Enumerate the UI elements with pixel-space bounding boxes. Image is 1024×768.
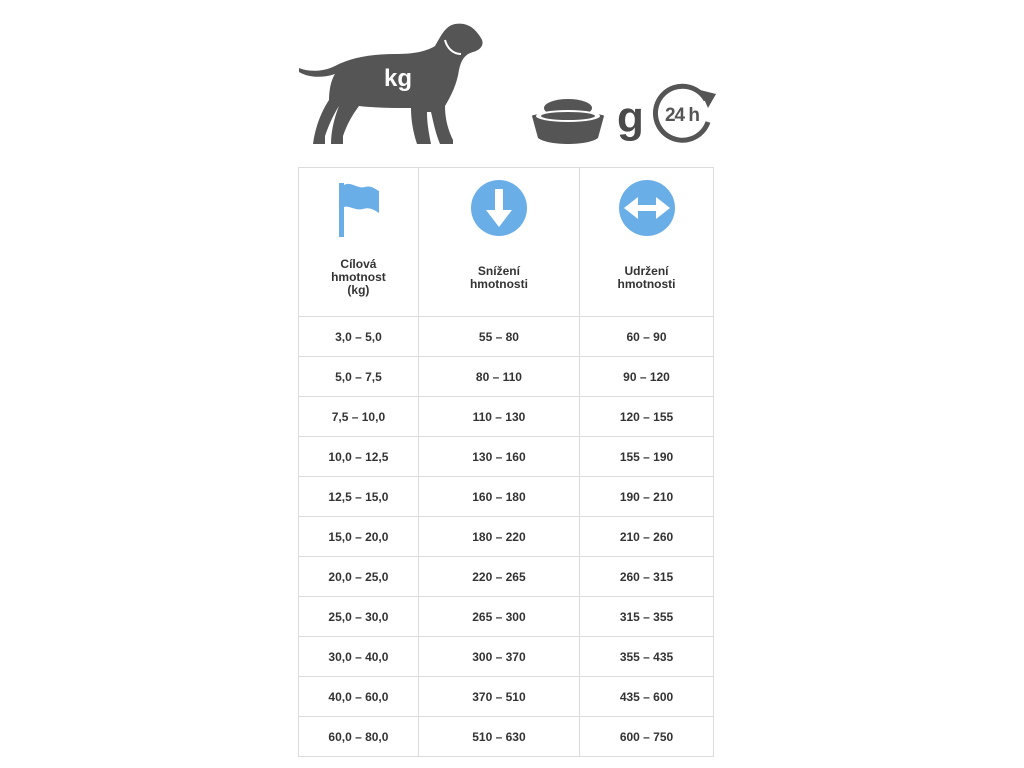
- grams-label: g: [617, 93, 643, 142]
- maintenance-cell: 210 – 260: [580, 517, 714, 557]
- target-weight-cell: 60,0 – 80,0: [299, 717, 419, 757]
- day-label: 24 h: [664, 105, 700, 126]
- target-weight-cell: 7,5 – 10,0: [299, 397, 419, 437]
- target-weight-cell: 40,0 – 60,0: [299, 677, 419, 717]
- table-row: [299, 557, 714, 597]
- feeding-table: [298, 167, 714, 757]
- table-row: [299, 717, 714, 757]
- double-arrow-circle-icon: [618, 179, 676, 237]
- maintenance-cell: 355 – 435: [580, 637, 714, 677]
- weight-loss-cell: 300 – 370: [418, 637, 579, 677]
- maintenance-cell: 435 – 600: [580, 677, 714, 717]
- weight-loss-cell: 370 – 510: [418, 677, 579, 717]
- weight-loss-cell: 265 – 300: [418, 597, 579, 637]
- flag-icon: [333, 179, 383, 239]
- table-row: [299, 637, 714, 677]
- maintenance-cell: 315 – 355: [580, 597, 714, 637]
- target-weight-cell: 25,0 – 30,0: [299, 597, 419, 637]
- column-header-target-weight: [299, 168, 419, 317]
- target-weight-cell: 20,0 – 25,0: [299, 557, 419, 597]
- weight-loss-cell: 110 – 130: [418, 397, 579, 437]
- weight-loss-cell: 55 – 80: [418, 317, 579, 357]
- weight-loss-cell: 130 – 160: [418, 437, 579, 477]
- table-row: [299, 517, 714, 557]
- column-label-weight-loss: Snížení hmotnosti: [469, 264, 528, 291]
- table-row: [299, 437, 714, 477]
- table-row: [299, 477, 714, 517]
- target-weight-cell: 10,0 – 12,5: [299, 437, 419, 477]
- target-weight-cell: 12,5 – 15,0: [299, 477, 419, 517]
- arrow-down-circle-icon: [470, 179, 528, 237]
- column-label-target-weight: Cílová hmotnost (kg): [331, 257, 386, 297]
- target-weight-cell: 3,0 – 5,0: [299, 317, 419, 357]
- table-row: [299, 397, 714, 437]
- maintenance-cell: 90 – 120: [580, 357, 714, 397]
- maintenance-cell: 260 – 315: [580, 557, 714, 597]
- maintenance-cell: 120 – 155: [580, 397, 714, 437]
- header-icons: [290, 10, 730, 160]
- table-header-row: [299, 168, 714, 317]
- weight-loss-cell: 510 – 630: [418, 717, 579, 757]
- target-weight-cell: 5,0 – 7,5: [299, 357, 419, 397]
- table-row: [299, 597, 714, 637]
- maintenance-cell: 190 – 210: [580, 477, 714, 517]
- maintenance-cell: 155 – 190: [580, 437, 714, 477]
- table-row: [299, 317, 714, 357]
- table-row: [299, 357, 714, 397]
- column-header-weight-maintenance: [580, 168, 714, 317]
- dog-silhouette-icon: [295, 16, 485, 146]
- weight-loss-cell: 220 – 265: [418, 557, 579, 597]
- weight-loss-cell: 160 – 180: [418, 477, 579, 517]
- weight-loss-cell: 180 – 220: [418, 517, 579, 557]
- maintenance-cell: 600 – 750: [580, 717, 714, 757]
- target-weight-cell: 15,0 – 20,0: [299, 517, 419, 557]
- target-weight-cell: 30,0 – 40,0: [299, 637, 419, 677]
- maintenance-cell: 60 – 90: [580, 317, 714, 357]
- column-label-weight-maintenance: Udržení hmotnosti: [617, 264, 676, 291]
- dog-weight-label: kg: [383, 65, 413, 92]
- column-header-weight-loss: [418, 168, 579, 317]
- food-bowl-icon: [528, 94, 608, 146]
- table-row: [299, 677, 714, 717]
- weight-loss-cell: 80 – 110: [418, 357, 579, 397]
- clock-24h-icon: [650, 80, 718, 148]
